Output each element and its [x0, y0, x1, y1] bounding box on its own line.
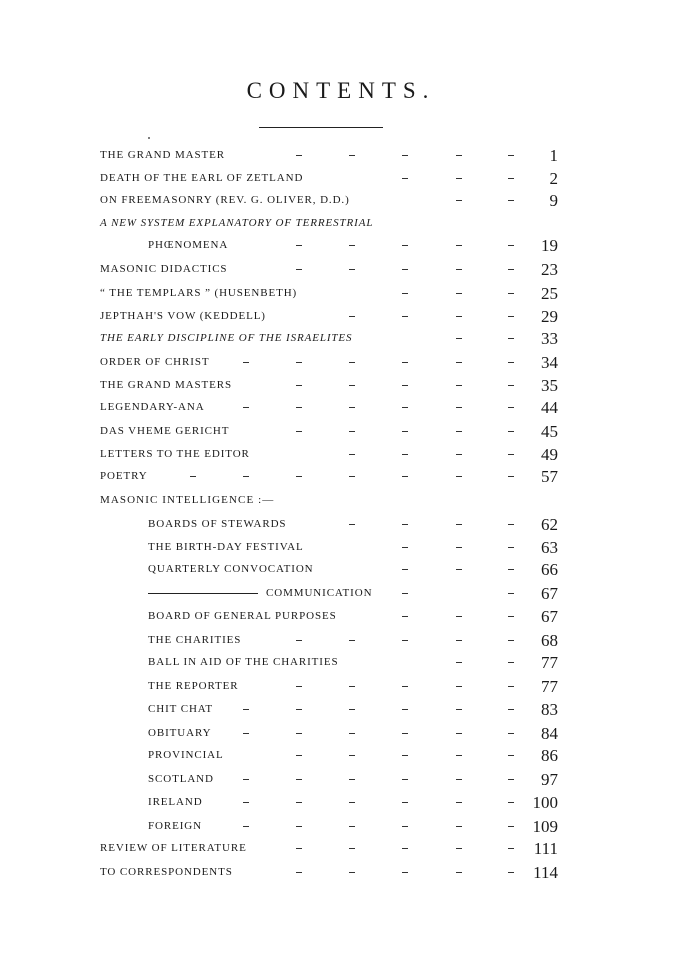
toc-entry: [0, 421, 676, 444]
leader-dash: [456, 802, 462, 803]
entry-label: ORDER OF CHRIST: [100, 356, 210, 368]
leader-dash: [402, 178, 408, 179]
leader-dash: [402, 616, 408, 617]
ink-speck: [148, 137, 150, 139]
leader-dash: [456, 686, 462, 687]
leader-dash: [456, 755, 462, 756]
leader-dash: [296, 245, 302, 246]
leader-dash: [296, 755, 302, 756]
leader-dash: [296, 431, 302, 432]
toc-entry: [0, 397, 676, 421]
leader-dash: [402, 293, 408, 294]
entry-page: 63: [541, 537, 558, 557]
leader-dash: [349, 385, 355, 386]
leader-dash: [508, 686, 514, 687]
leader-dash: [243, 826, 249, 827]
leader-dash: [508, 755, 514, 756]
toc-entry: [0, 213, 676, 236]
leader-dash: [508, 593, 514, 594]
leader-dash: [508, 200, 514, 201]
entry-page: 49: [541, 444, 558, 464]
entry-page: 68: [541, 630, 558, 650]
leader-dash: [456, 640, 462, 641]
entry-label: PHŒNOMENA: [148, 239, 229, 251]
leader-dash: [243, 407, 249, 408]
entry-label: THE GRAND MASTER: [100, 149, 226, 161]
entry-label: [148, 587, 372, 599]
leader-dash: [402, 569, 408, 570]
leader-dash: [508, 848, 514, 849]
toc-entry: [0, 306, 676, 329]
toc-entry: [0, 352, 676, 375]
leader-dash: [402, 476, 408, 477]
section-heading: MASONIC INTELLIGENCE :—: [100, 494, 275, 506]
toc-entry: [0, 168, 676, 191]
leader-dash: [456, 848, 462, 849]
entry-page: 67: [541, 606, 558, 626]
toc-entry: [0, 259, 676, 283]
leader-dash: [349, 755, 355, 756]
entry-page: 19: [541, 236, 558, 255]
leader-dash: [456, 293, 462, 294]
entry-label: MASONIC DIDACTICS: [100, 263, 228, 275]
leader-dash: [456, 269, 462, 270]
toc-entry: [0, 816, 676, 839]
entry-page: 100: [532, 792, 558, 812]
entry-page: 67: [541, 584, 558, 603]
toc-entry: [0, 630, 676, 653]
leader-dash: [296, 269, 302, 270]
entry-page: 109: [532, 816, 558, 836]
toc-entry: [0, 676, 676, 699]
leader-dash: [508, 362, 514, 363]
entry-page: 66: [541, 560, 558, 579]
leader-dash: [296, 779, 302, 780]
leader-dash: [349, 454, 355, 455]
leader-dash: [402, 709, 408, 710]
entry-label: BOARDS OF STEWARDS: [148, 518, 287, 530]
leader-dash: [456, 547, 462, 548]
leader-dash: [402, 640, 408, 641]
leader-dash: [456, 407, 462, 408]
leader-dash: [402, 385, 408, 386]
entry-page: 62: [541, 515, 558, 534]
leader-dash: [508, 779, 514, 780]
leader-dash: [456, 454, 462, 455]
entry-label: THE GRAND MASTERS: [100, 378, 233, 391]
toc-entry: [0, 375, 676, 398]
toc-entry: [0, 745, 676, 769]
entry-label: TO CORRESPONDENTS: [100, 866, 233, 878]
leader-dash: [349, 476, 355, 477]
leader-dash: [402, 686, 408, 687]
leader-dash: [456, 362, 462, 363]
leader-dash: [456, 826, 462, 827]
entry-page: 44: [541, 398, 558, 417]
entry-label: DEATH OF THE EARL OF ZETLAND: [100, 171, 304, 184]
leader-dash: [243, 476, 249, 477]
leader-dash: [349, 431, 355, 432]
toc-entry: [0, 444, 676, 467]
toc-entry: [0, 792, 676, 816]
leader-dash: [296, 476, 302, 477]
entry-page: 25: [541, 284, 558, 303]
leader-dash: [456, 338, 462, 339]
entry-page: 111: [533, 839, 558, 858]
leader-dash: [508, 476, 514, 477]
entry-label: THE CHARITIES: [148, 633, 242, 646]
leader-dash: [349, 245, 355, 246]
leader-dash: [508, 826, 514, 827]
entry-page: 34: [541, 353, 558, 372]
contents-list: [0, 145, 676, 885]
entry-label: DAS VHEME GERICHT: [100, 425, 230, 437]
entry-page: 1: [549, 146, 558, 165]
entry-label: ON FREEMASONRY (REV. G. OLIVER, D.D.): [100, 194, 350, 206]
toc-entry: [0, 328, 676, 352]
leader-dash: [402, 848, 408, 849]
leader-dash: [456, 524, 462, 525]
entry-label: CHIT CHAT: [148, 702, 214, 715]
entry-label: QUARTERLY CONVOCATION: [148, 563, 314, 575]
leader-dash: [508, 385, 514, 386]
entry-page: 77: [541, 653, 558, 672]
entry-label: FOREIGN: [148, 819, 202, 832]
leader-dash: [508, 431, 514, 432]
entry-page: 9: [549, 191, 558, 210]
toc-entry: [0, 235, 676, 259]
entry-page: 86: [541, 746, 558, 765]
leader-dash: [508, 269, 514, 270]
toc-entry: [0, 283, 676, 306]
leader-dash: [402, 362, 408, 363]
leader-dash: [402, 872, 408, 873]
toc-entry: [0, 466, 676, 490]
toc-entry: [0, 606, 676, 630]
leader-dash: [402, 755, 408, 756]
leader-dash: [402, 733, 408, 734]
entry-label: POETRY: [100, 470, 148, 482]
entry-label: JEPTHAH'S VOW (KEDDELL): [100, 309, 266, 322]
leader-dash: [349, 524, 355, 525]
entry-page: 57: [541, 467, 558, 486]
toc-entry: [0, 769, 676, 792]
leader-dash: [402, 316, 408, 317]
entry-page: 83: [541, 699, 558, 719]
leader-dash: [402, 269, 408, 270]
leader-dash: [456, 779, 462, 780]
leader-dash: [349, 872, 355, 873]
entry-label: THE BIRTH-DAY FESTIVAL: [148, 540, 304, 553]
toc-entry: [0, 490, 676, 514]
leader-dash: [456, 245, 462, 246]
toc-entry: [0, 190, 676, 213]
leader-dash: [402, 454, 408, 455]
leader-dash: [296, 826, 302, 827]
entry-label-text: COMMUNICATION: [266, 587, 373, 599]
entry-label: THE EARLY DISCIPLINE OF THE ISRAELITES: [100, 332, 353, 344]
leader-dash: [296, 802, 302, 803]
leader-dash: [508, 524, 514, 525]
entry-page: 84: [541, 723, 558, 743]
toc-entry: [0, 514, 676, 537]
leader-dash: [296, 733, 302, 734]
leader-dash: [508, 662, 514, 663]
leader-dash: [456, 200, 462, 201]
entry-label: PROVINCIAL: [148, 749, 224, 761]
toc-entry: [0, 583, 676, 606]
entry-label: IRELAND: [148, 795, 203, 808]
leader-dash: [402, 802, 408, 803]
leader-dash: [402, 155, 408, 156]
leader-dash: [508, 640, 514, 641]
entry-page: 97: [541, 770, 558, 789]
leader-dash: [243, 362, 249, 363]
entry-label: A NEW SYSTEM EXPLANATORY OF TERRESTRIAL: [100, 216, 374, 229]
leader-dash: [243, 779, 249, 780]
entry-page: 33: [541, 329, 558, 348]
leader-dash: [508, 547, 514, 548]
toc-entry: [0, 838, 676, 862]
leader-dash: [508, 338, 514, 339]
leader-dash: [349, 709, 355, 710]
entry-page: 29: [541, 306, 558, 326]
entry-page: 35: [541, 375, 558, 395]
entry-label: LETTERS TO THE EDITOR: [100, 447, 250, 460]
entry-label: REVIEW OF LITERATURE: [100, 842, 247, 854]
leader-dash: [402, 407, 408, 408]
leader-dash: [456, 476, 462, 477]
toc-entry: [0, 652, 676, 676]
entry-label: “ THE TEMPLARS ” (HUSENBETH): [100, 287, 298, 299]
leader-dash: [456, 616, 462, 617]
entry-page: 114: [533, 863, 558, 882]
leader-dash: [349, 686, 355, 687]
leader-dash: [508, 155, 514, 156]
leader-dash: [508, 733, 514, 734]
leader-dash: [508, 293, 514, 294]
leader-dash: [508, 407, 514, 408]
leader-dash: [243, 733, 249, 734]
leader-dash: [296, 640, 302, 641]
leader-dash: [508, 616, 514, 617]
entry-page: 2: [549, 168, 558, 188]
leader-dash: [296, 407, 302, 408]
leader-dash: [349, 407, 355, 408]
leader-dash: [190, 476, 196, 477]
leader-dash: [296, 872, 302, 873]
leader-dash: [456, 709, 462, 710]
leader-dash: [402, 826, 408, 827]
leader-dash: [402, 245, 408, 246]
leader-dash: [349, 362, 355, 363]
entry-label: BOARD OF GENERAL PURPOSES: [148, 609, 337, 622]
leader-dash: [508, 569, 514, 570]
entry-label: OBITUARY: [148, 726, 212, 739]
leader-dash: [456, 316, 462, 317]
leader-dash: [402, 779, 408, 780]
leader-dash: [402, 524, 408, 525]
leader-dash: [508, 709, 514, 710]
leader-dash: [349, 640, 355, 641]
leader-dash: [456, 569, 462, 570]
leader-dash: [456, 155, 462, 156]
leader-dash: [349, 316, 355, 317]
leader-dash: [243, 709, 249, 710]
leader-dash: [508, 245, 514, 246]
leader-dash: [349, 155, 355, 156]
entry-label: THE REPORTER: [148, 680, 239, 692]
toc-entry: [0, 537, 676, 560]
leader-dash: [349, 269, 355, 270]
leader-dash: [296, 362, 302, 363]
toc-entry: [0, 559, 676, 583]
leader-dash: [508, 178, 514, 179]
toc-entry: [0, 862, 676, 885]
leader-dash: [402, 431, 408, 432]
leader-dash: [349, 733, 355, 734]
leader-dash: [243, 802, 249, 803]
entry-page: 77: [541, 677, 558, 696]
leader-dash: [456, 662, 462, 663]
leader-dash: [296, 385, 302, 386]
entry-label: LEGENDARY-ANA: [100, 401, 205, 413]
page-title: CONTENTS.: [246, 78, 436, 103]
entry-label: SCOTLAND: [148, 773, 214, 785]
toc-entry: [0, 723, 676, 746]
toc-entry: [0, 145, 676, 168]
leader-dash: [402, 593, 408, 594]
ditto-rule: [148, 593, 258, 594]
leader-dash: [508, 802, 514, 803]
leader-dash: [508, 454, 514, 455]
leader-dash: [456, 178, 462, 179]
leader-dash: [349, 802, 355, 803]
leader-dash: [349, 779, 355, 780]
leader-dash: [456, 431, 462, 432]
leader-dash: [349, 826, 355, 827]
leader-dash: [508, 316, 514, 317]
entry-page: 23: [541, 260, 558, 279]
leader-dash: [296, 848, 302, 849]
toc-entry: [0, 699, 676, 723]
title-rule: [259, 127, 383, 128]
leader-dash: [456, 385, 462, 386]
leader-dash: [296, 709, 302, 710]
leader-dash: [508, 872, 514, 873]
entry-label: BALL IN AID OF THE CHARITIES: [148, 656, 339, 668]
leader-dash: [456, 872, 462, 873]
leader-dash: [296, 155, 302, 156]
leader-dash: [296, 686, 302, 687]
leader-dash: [456, 733, 462, 734]
leader-dash: [349, 848, 355, 849]
entry-page: 45: [541, 422, 558, 441]
leader-dash: [402, 547, 408, 548]
